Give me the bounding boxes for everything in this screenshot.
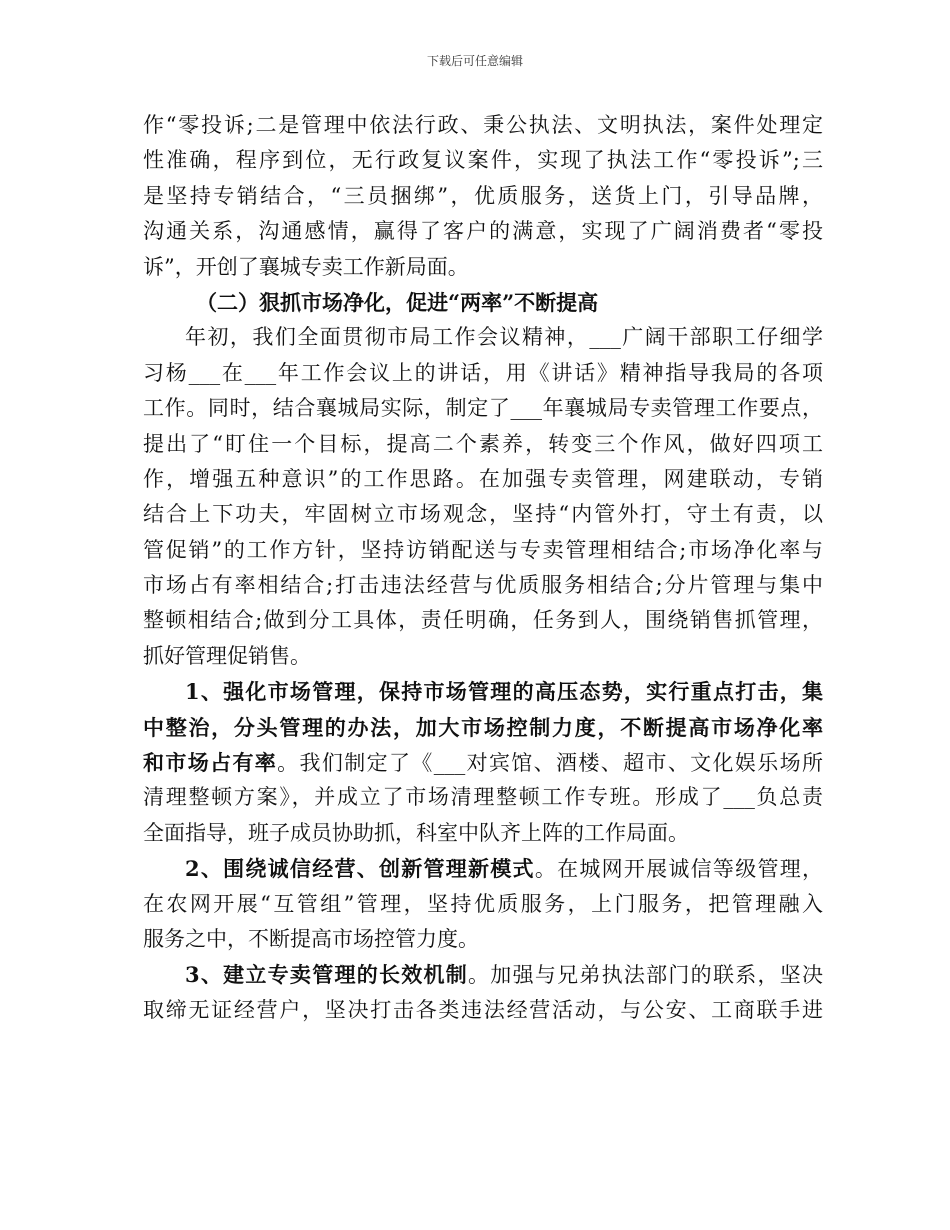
text-line: 结合上下功夫，牢固树立市场观念，坚持“内管外打，守土有责，以 (143, 502, 823, 527)
text-line: 在农网开展“互管组”管理，坚持优质服务，上门服务，把管理融入 (143, 891, 823, 916)
text-line: 沟通关系，沟通感情，赢得了客户的满意，实现了广阔消费者“零投 (143, 219, 823, 244)
text-line: 作，增强五种意识”的工作思路。在加强专卖管理，网建联动，专销 (143, 466, 823, 491)
text-line: 年初，我们全面贯彻市局工作会议精神，___广阔干部职工仔细学 (185, 325, 823, 350)
page-header: 下载后可任意编辑 (426, 54, 523, 68)
text-line: 是坚持专销结合，“三员捆绑”，优质服务，送货上门，引导品牌， (143, 183, 823, 208)
text-line: 诉”，开创了襄城专卖工作新局面。 (143, 254, 469, 279)
text-line: 习杨___在___年工作会议上的讲话，用《讲话》精神指导我局的各项 (143, 360, 823, 385)
text-line: 性准确，程序到位，无行政复议案件，实现了执法工作“零投诉”;三 (143, 148, 823, 173)
text-line: 整顿相结合;做到分工具体，责任明确，任务到人，围绕销售抓管理， (143, 608, 823, 633)
paragraph-2 (143, 320, 823, 674)
text-line: 市场占有率相结合;打击违法经营与优质服务相结合;分片管理与集中 (143, 573, 823, 598)
text-line: 取缔无证经营户，坚决打击各类违法经营活动，与公安、工商联手进 (143, 997, 823, 1022)
text-line: 工作。同时，结合襄城局实际，制定了___年襄城局专卖管理工作要点， (143, 396, 823, 421)
paragraph-1 (143, 108, 823, 285)
item-2-title: 2、围绕诚信经营、创新管理新模式 (185, 856, 535, 882)
item-2-body-start: 。在城网开展诚信等级管理， (534, 857, 823, 882)
document-body (143, 108, 823, 1028)
text-line: 作“零投诉;二是管理中依法行政、秉公执法、文明执法，案件处理定 (143, 113, 823, 137)
item-1-title-end: 和市场占有率 (143, 750, 278, 776)
section-heading: （二）狠抓市场净化，促进“两率”不断提高 (196, 289, 599, 315)
item-3 (143, 957, 823, 1028)
text-line (143, 851, 823, 886)
item-3-body-start: 。加强与兄弟执法部门的联系，坚决 (468, 963, 823, 988)
item-1-title-line: 1、强化市场管理，保持市场管理的高压态势，实行重点打击，集 (185, 679, 823, 705)
text-line: 抓好管理促销售。 (143, 643, 311, 668)
item-1-body-start: 。我们制定了《___对宾馆、酒楼、超市、文化娱乐场所 (277, 751, 823, 776)
text-line (143, 745, 823, 780)
text-line: 管促销”的工作方针，坚持访销配送与专卖管理相结合;市场净化率与 (143, 537, 823, 562)
text-line: 清理整顿方案》，并成立了市场清理整顿工作专班。形成了___负总责 (143, 785, 823, 810)
text-line: 服务之中，不断提高市场控管力度。 (143, 926, 479, 951)
text-line: 提出了“盯住一个目标，提高二个素养，转变三个作风，做好四项工 (143, 431, 823, 456)
item-1-title-line: 中整治，分头管理的办法，加大市场控制力度，不断提高市场净化率 (143, 714, 823, 740)
text-line (143, 957, 823, 992)
text-line: 全面指导，班子成员协助抓，科室中队齐上阵的工作局面。 (143, 820, 689, 845)
item-2 (143, 851, 823, 957)
item-1 (143, 674, 823, 851)
item-3-title: 3、建立专卖管理的长效机制 (185, 962, 469, 988)
